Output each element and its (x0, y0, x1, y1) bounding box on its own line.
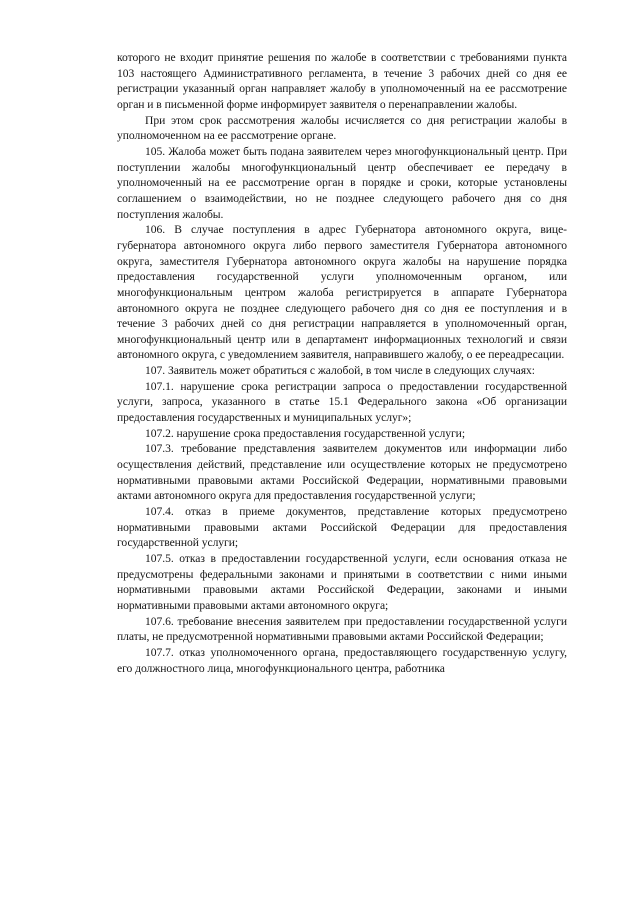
paragraph-continuation: которого не входит принятие решения по жалобе в соответствии с требованиями пункта 103 настоящего Административного регламента, в течение 3 рабочих дней со дня ее регистрации указанный орган направляет жалобу в уполномоченный на ее рассмотрение орган и в письменной форме информирует заявителя о перенаправлении жалобы. (117, 51, 567, 111)
paragraph-106: 106. В случае поступления в адрес Губернатора автономного округа, вице-губернатора автономного округа либо первого заместителя Губернатора автономного округа, заместителя Губернатора автономного округа жалобы на нарушение порядка предоставления государственной услуги уполномоченным органом, или многофункциональным центром жалоба регистрируется в аппарате Губернатора автономного округа не позднее следующего рабочего дня со дня ее поступления и в течение 3 рабочих дней со дня регистрации направляется в уполномоченный орган, многофункциональный центр или в департамент информационных технологий и связи автономного округа, с уведомлением заявителя, направившего жалобу, о ее переадресации. (117, 223, 567, 362)
paragraph-107-1: 107.1. нарушение срока регистрации запроса о предоставлении государственной услуги, запроса, указанного в статье 15.1 Федерального закона «Об организации предоставления государственных и муниципальных услуг»; (117, 379, 567, 425)
paragraph-107: 107. Заявитель может обратиться с жалобой, в том числе в следующих случаях: (145, 364, 535, 378)
paragraph-review-period: При этом срок рассмотрения жалобы исчисляется со дня регистрации жалобы в уполномоченном на ее рассмотрение органе. (117, 113, 567, 143)
document-body (117, 50, 567, 676)
paragraph-107-5: 107.5. отказ в предоставлении государственной услуги, если основания отказа не предусмотрены федеральными законами и принятыми в соответствии с ними иными нормативными правовыми актами Российской Федерации, законами и иными нормативными правовыми актами автономного округа; (117, 552, 567, 612)
paragraph-107-4: 107.4. отказ в приеме документов, представление которых предусмотрено нормативными правовыми актами Российской Федерации для предоставления государственной услуги; (117, 505, 567, 550)
paragraph-107-7: 107.7. отказ уполномоченного органа, предоставляющего государственную услугу, его должностного лица, многофункционального центра, работника (117, 645, 567, 675)
paragraph-107-3: 107.3. требование представления заявителем документов или информации либо осуществления действий, представление или осуществление которых не предусмотрено нормативными правовыми актами Российской Федерации, нормативными правовыми актами автономного округа для предоставления государственной услуги; (117, 442, 567, 503)
paragraph-107-2: 107.2. нарушение срока предоставления государственной услуги; (145, 426, 465, 440)
paragraph-105: 105. Жалоба может быть подана заявителем через многофункциональный центр. При поступлении жалобы многофункциональный центр обеспечивает ее передачу в уполномоченный на ее рассмотрение орган в порядке и сроки, которые установлены соглашением о взаимодействии, но не позднее следующего рабочего дня со дня поступления жалобы. (117, 144, 567, 221)
paragraph-107-6: 107.6. требование внесения заявителем при предоставлении государственной услуги платы, не предусмотренной нормативными правовыми актами Российской Федерации; (117, 614, 567, 644)
